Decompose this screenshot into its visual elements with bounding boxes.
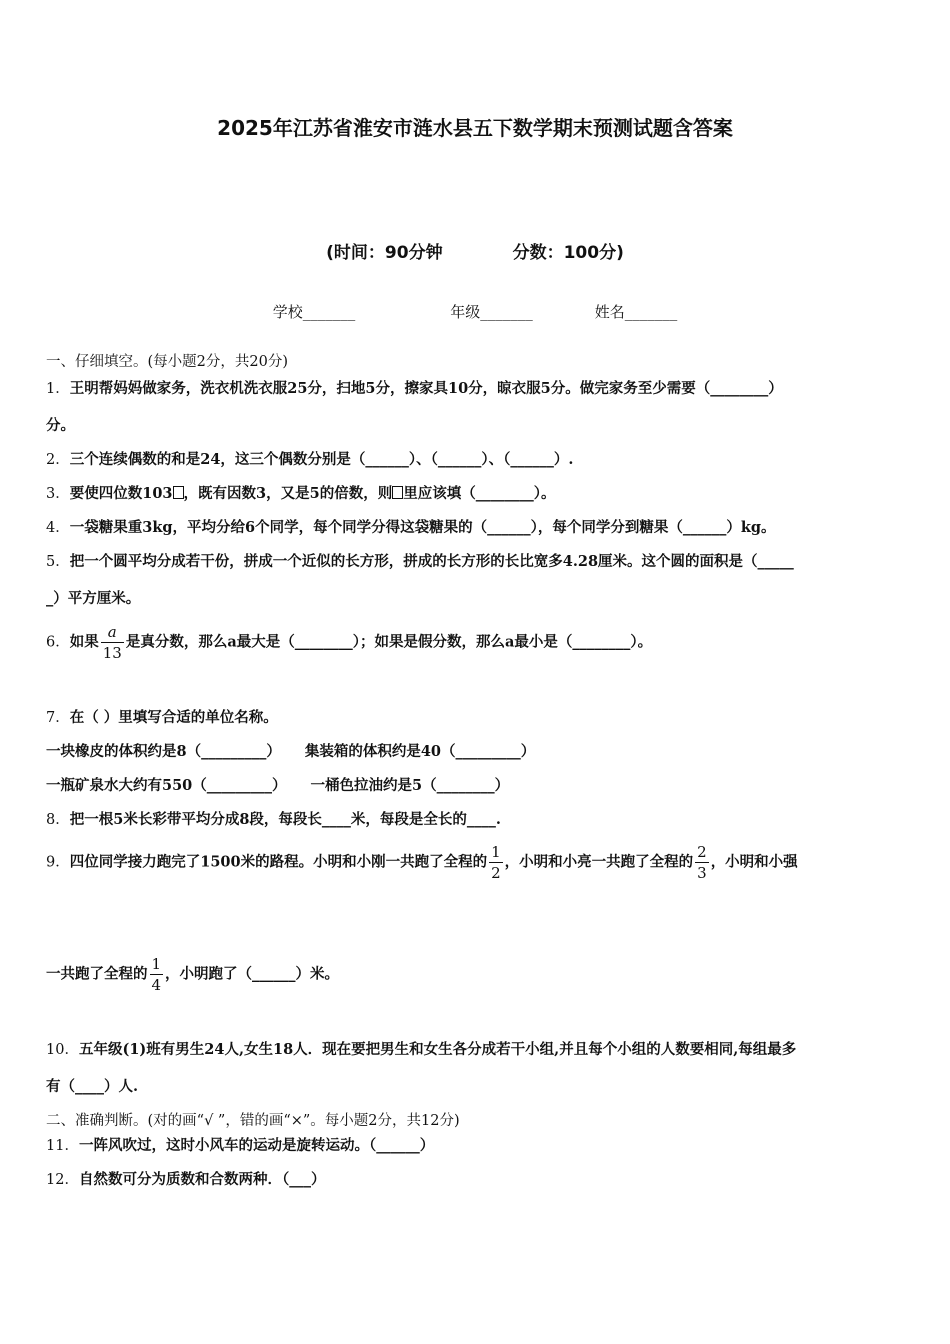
question-text: 一瓶矿泉水大约有550（_________） [46, 777, 287, 794]
fraction [695, 842, 709, 883]
fraction [150, 954, 164, 995]
question-number: 3． [46, 486, 70, 502]
question-4 [46, 516, 776, 537]
question-7-row-1 [46, 740, 535, 761]
question-text: ，小明跑了（______）米。 [165, 965, 340, 983]
question-text: 一阵风吹过，这时小风车的运动是旋转运动。（______） [78, 1137, 435, 1154]
exam-info [0, 238, 950, 263]
denominator: 3 [697, 864, 707, 882]
question-5 [46, 550, 794, 571]
question-text: 三个连续偶数的和是24，这三个偶数分别是（______）、（______）、（______）. [69, 451, 574, 468]
exam-score: 分数：100分) [512, 243, 624, 263]
question-2 [46, 448, 573, 469]
question-text: 一块橡皮的体积约是8（_________） [46, 743, 281, 760]
question-text: 自然数可分为质数和合数两种．（___） [78, 1171, 326, 1188]
fraction [489, 842, 503, 883]
question-text: 里应该填（________）。 [403, 485, 556, 502]
school-field: 学校_______ [272, 303, 356, 321]
question-text: ，既有因数3，又是5的倍数，则 [183, 485, 393, 502]
question-number: 1． [46, 381, 70, 397]
question-number: 4． [46, 520, 70, 536]
question-text: 一袋糖果重3kg，平均分给6个同学，每个同学分得这袋糖果的（______），每个同学分到糖果（______）kg。 [69, 519, 776, 536]
question-text: 王明帮妈妈做家务，洗衣机洗衣服25分，扫地5分，擦家具10分，晾衣服5分。做完家务至少需要（________） [69, 380, 783, 397]
question-text: 是真分数，那么a最大是（________）；如果是假分数，那么a最小是（________）。 [125, 633, 653, 651]
question-text: 五年级(1)班有男生24人,女生18人．现在要把男生和女生各分成若干小组,并且每个小组的人数要相同,每组最多 [78, 1041, 797, 1058]
section-heading: 二、准确判断。(对的画“√ ”，错的画“×”。每小题2分，共12分) [46, 1113, 460, 1129]
question-text: ，小明和小强 [710, 853, 798, 871]
question-7-row-2 [46, 774, 509, 795]
question-number: 7． [46, 710, 70, 726]
numerator: 1 [491, 843, 501, 861]
question-9-cont [46, 954, 339, 995]
question-3 [46, 482, 555, 503]
question-9 [46, 842, 798, 883]
question-1 [46, 377, 783, 398]
question-number: 10． [46, 1042, 79, 1058]
question-11 [46, 1134, 434, 1155]
question-8 [46, 808, 501, 829]
question-text: 集装箱的体积约是40（_________） [304, 743, 536, 760]
question-10 [46, 1038, 796, 1059]
question-text: 一桶色拉油约是5（________） [310, 777, 510, 794]
question-7 [46, 706, 278, 727]
page-title: 2025年江苏省淮安市涟水县五下数学期末预测试题含答案 [217, 116, 733, 140]
denominator: 13 [102, 644, 122, 662]
question-text: ，小明和小亮一共跑了全程的 [504, 853, 694, 871]
numerator: 1 [151, 955, 162, 973]
denominator: 2 [491, 864, 501, 882]
section-heading: 一、仔细填空。(每小题2分，共20分) [46, 354, 288, 370]
question-6 [46, 622, 652, 663]
question-10-cont: 有（____）人. [46, 1078, 139, 1095]
question-number: 11． [46, 1138, 79, 1154]
exam-time: (时间：90分钟 [326, 243, 443, 263]
question-text: 把一个圆平均分成若干份，拼成一个近似的长方形，拼成的长方形的长比宽多4.28厘米。这个圆的面积是（_____ [69, 553, 794, 570]
question-12 [46, 1168, 325, 1189]
question-1-cont: 分。 [46, 417, 75, 434]
question-number: 9． [46, 854, 70, 871]
numerator: 2 [697, 843, 707, 861]
question-number: 8． [46, 812, 70, 828]
question-5-cont: _）平方厘米。 [46, 590, 141, 607]
student-info [0, 301, 950, 322]
question-text: 如果 [69, 633, 99, 651]
grade-field: 年级_______ [450, 303, 533, 321]
blank-box-icon [173, 486, 184, 499]
blank-box-icon [392, 486, 403, 499]
question-text: 一共跑了全程的 [46, 965, 148, 983]
question-text: 要使四位数103 [69, 485, 173, 502]
fraction [101, 622, 124, 663]
question-text: 把一根5米长彩带平均分成8段，每段长____米，每段是全长的____. [69, 811, 501, 828]
numerator: a [107, 623, 117, 641]
question-number: 12． [46, 1172, 79, 1188]
question-text: 四位同学接力跑完了1500米的路程。小明和小刚一共跑了全程的 [69, 853, 488, 871]
denominator: 4 [151, 976, 162, 994]
question-text: 在（ ）里填写合适的单位名称。 [69, 709, 278, 726]
question-number: 6． [46, 634, 70, 651]
question-number: 5． [46, 554, 70, 570]
question-number: 2． [46, 452, 70, 468]
name-field: 姓名_______ [594, 303, 678, 321]
